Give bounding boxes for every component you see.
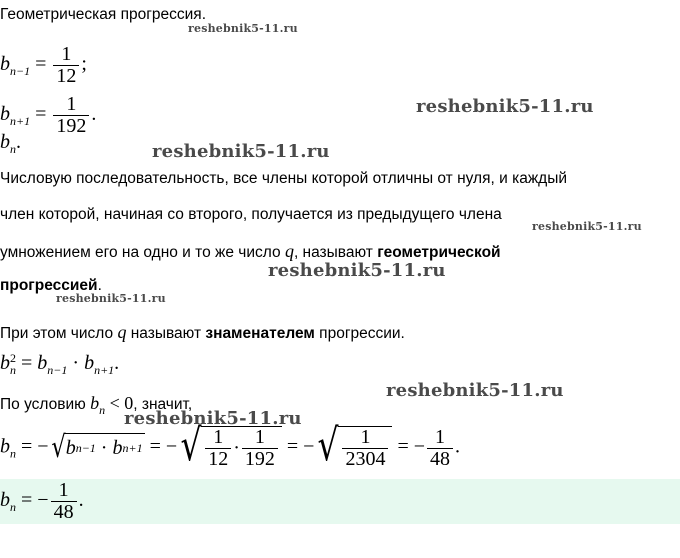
given-b-prev-fraction: $\frac{1}{12}$ (53, 44, 79, 87)
calculation-formula: $b_n$ = − √ b n−1 · b n+1 = − √ $\frac{1}{12}$ · $\frac{1}{192}$ = − √ $\frac{1}{2304}$ = − $\frac{1}{48}$ . (0, 420, 461, 471)
watermark: reshebnik5-11.ru (188, 22, 298, 35)
heading: Геометрическая прогрессия. (0, 6, 207, 23)
watermark: reshebnik5-11.ru (416, 96, 594, 117)
given-b-prev: $b_{n-1}$ = $\frac{1}{12}$ ; (0, 43, 87, 87)
definition-line-2: член которой, начиная со второго, получается из предыдущего члена (0, 206, 502, 223)
watermark: reshebnik5-11.ru (532, 220, 642, 233)
answer-formula: $b_n$ = − $\frac{1}{48}$ . (0, 479, 84, 523)
watermark: reshebnik5-11.ru (152, 141, 330, 162)
definition-line-3: умножением его на одно и то же число q, называют геометрической (0, 241, 501, 261)
sqrt-fractions: √ $\frac{1}{12}$ · $\frac{1}{192}$ (177, 426, 282, 470)
watermark: reshebnik5-11.ru (124, 408, 302, 429)
given-b-next: $b_{n+1}$ = $\frac{1}{192}$ . (0, 93, 97, 137)
find-bn: $b_n$. (0, 131, 25, 157)
given-b-next-clip (0, 93, 200, 137)
watermark: reshebnik5-11.ru (386, 380, 564, 401)
definition-line-1: Числовую последовательность, все члены которой отличны от нуля, и каждый (0, 170, 568, 187)
ratio-sentence: При этом число q называют знаменателем прогрессии. (0, 322, 405, 342)
sqrt-result: √ $\frac{1}{2304}$ (314, 426, 392, 470)
sqrt-product: √ b n−1 · b n+1 (50, 430, 143, 465)
watermark: reshebnik5-11.ru (268, 260, 446, 281)
definition-line-4: прогрессией. (0, 277, 102, 294)
property-formula: b 2 n = $b_{n-1} \cdot b_{n+1}$. (0, 351, 120, 378)
answer-clip (0, 479, 200, 524)
watermark: reshebnik5-11.ru (56, 292, 166, 305)
condition-sentence: По условию $b_n < 0$, значит, (0, 393, 193, 417)
